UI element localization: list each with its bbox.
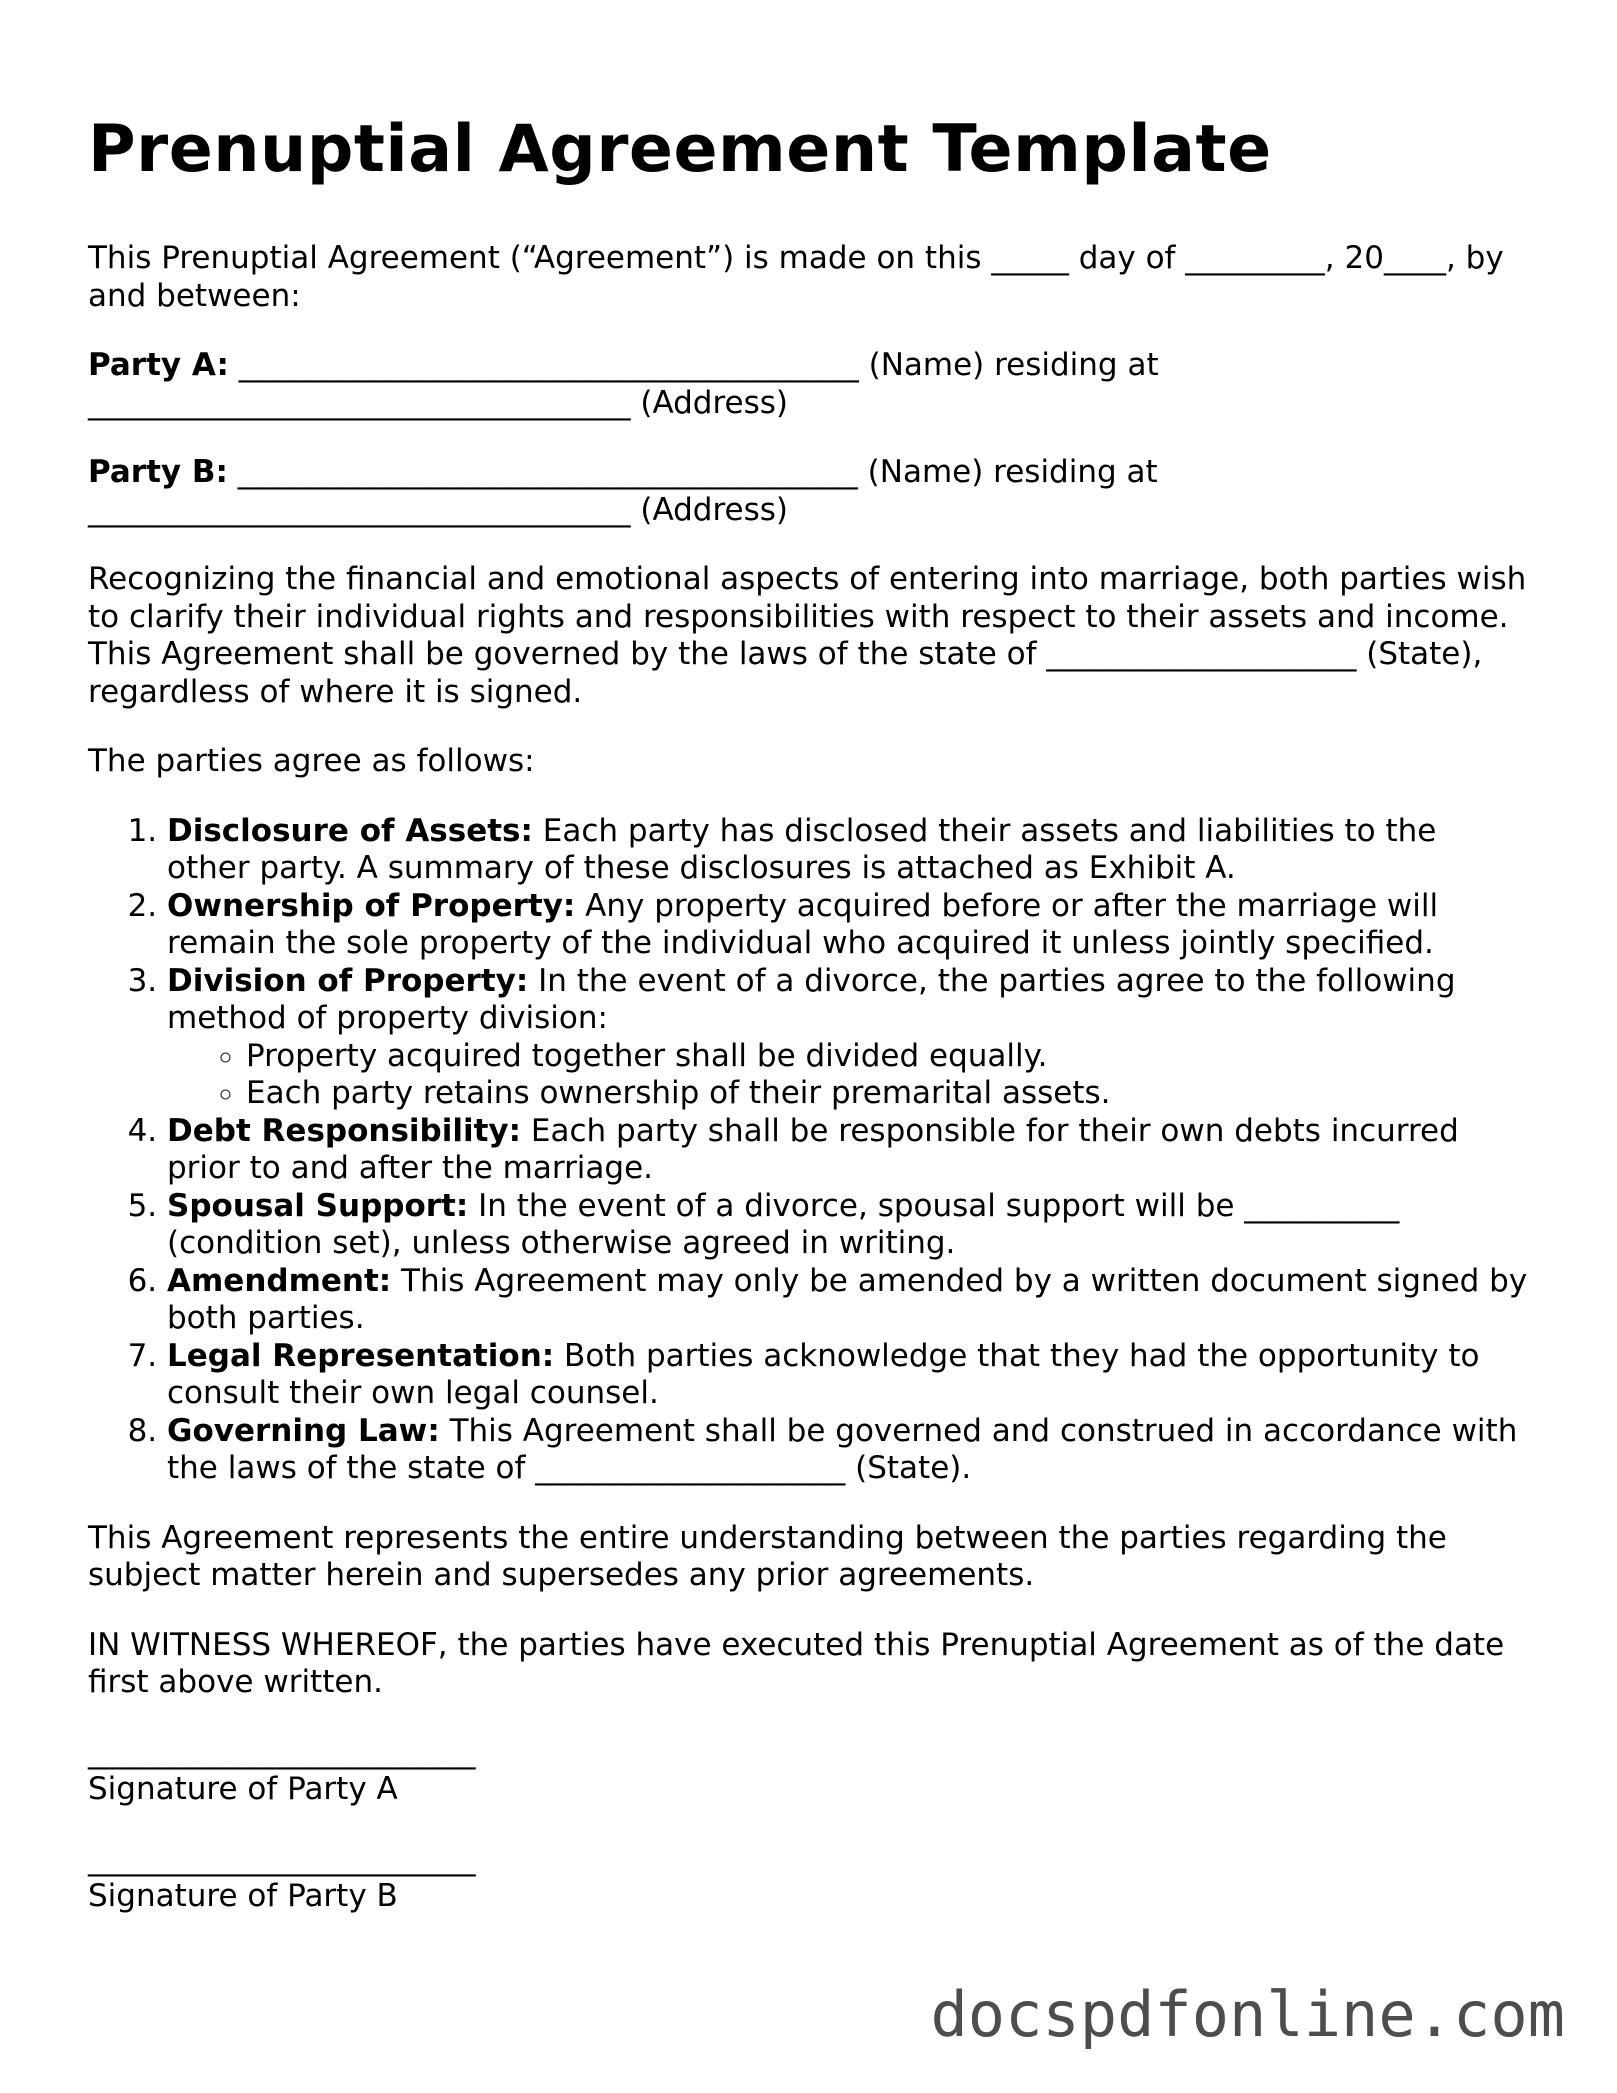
term-heading: Debt Responsibility:	[167, 1112, 522, 1149]
party-a-text: ________________________________________ (Name) residing at ___________________________________ (Address)	[88, 347, 1159, 421]
signature-block-a	[88, 1734, 1528, 1809]
party-b-line	[88, 454, 1528, 529]
term-text: This Agreement shall be governed and construed in accordance with the laws of the state of ____________________ (State).	[167, 1412, 1518, 1486]
term-text: Each party shall be responsible for their own debts incurred prior to and after the marriage.	[167, 1112, 1459, 1186]
term-item	[167, 888, 1528, 963]
signature-block-b	[88, 1841, 1528, 1916]
term-text: This Agreement may only be amended by a written document signed by both parties.	[167, 1262, 1528, 1336]
signature-label: Signature of Party B	[88, 1878, 398, 1914]
term-heading: Governing Law:	[167, 1412, 440, 1449]
term-text: Any property acquired before or after the marriage will remain the sole property of the individual who acquired it unless jointly specified.	[167, 887, 1439, 961]
agree-intro: The parties agree as follows:	[88, 743, 535, 779]
term-heading: Spousal Support:	[167, 1187, 469, 1224]
party-b-label: Party B:	[88, 454, 228, 490]
term-heading: Ownership of Property:	[167, 887, 576, 924]
term-heading: Amendment:	[167, 1262, 392, 1299]
term-text: Both parties acknowledge that they had the opportunity to consult their own legal counsel.	[167, 1337, 1480, 1411]
term-heading: Disclosure of Assets:	[167, 812, 533, 849]
witness-paragraph: IN WITNESS WHEREOF, the parties have executed this Prenuptial Agreement as of the date first above written.	[88, 1626, 1505, 1700]
recital-paragraph: Recognizing the financial and emotional aspects of entering into marriage, both parties wish to clarify their individual rights and responsibilities with respect to their assets and income. This Agreement shall be governed by the laws of the state of ____________________ (State), regardless of where it is signed.	[88, 561, 1527, 710]
term-item	[167, 1113, 1528, 1188]
division-sublist	[167, 1038, 1528, 1113]
entire-agreement-paragraph: This Agreement represents the entire understanding between the parties regarding the subject matter herein and supersedes any prior agreements.	[88, 1519, 1447, 1593]
term-item	[167, 813, 1528, 888]
signature-line: _________________________	[88, 1733, 476, 1770]
party-b-text: ________________________________________ (Name) residing at ___________________________________ (Address)	[88, 454, 1158, 528]
term-item	[167, 1413, 1528, 1488]
term-heading: Legal Representation:	[167, 1337, 555, 1374]
watermark: docspdfonline.com	[930, 1978, 1565, 2051]
term-item	[167, 1263, 1528, 1338]
signature-label: Signature of Party A	[88, 1771, 398, 1807]
page-title: Prenuptial Agreement Template	[88, 112, 1272, 187]
sublist-item: ◦ Each party retains ownership of their premarital assets.	[246, 1075, 1528, 1113]
term-item	[167, 963, 1528, 1113]
party-a-line	[88, 347, 1528, 422]
sublist-item: ◦ Property acquired together shall be divided equally.	[246, 1038, 1528, 1076]
intro-paragraph: This Prenuptial Agreement (“Agreement”) is made on this _____ day of _________, 20____, by and between:	[88, 240, 1504, 314]
term-item	[167, 1188, 1528, 1263]
term-text: In the event of a divorce, the parties agree to the following method of property division:	[167, 962, 1456, 1036]
term-text: In the event of a divorce, spousal support will be __________ (condition set), unless otherwise agreed in writing.	[167, 1187, 1400, 1261]
document-page	[88, 110, 1528, 1916]
terms-list	[88, 813, 1528, 1488]
term-text: Each party has disclosed their assets and liabilities to the other party. A summary of these disclosures is attached as Exhibit A.	[167, 812, 1437, 886]
signature-line: _________________________	[88, 1840, 476, 1877]
term-heading: Division of Property:	[167, 962, 529, 999]
party-a-label: Party A:	[88, 347, 229, 383]
term-item	[167, 1338, 1528, 1413]
